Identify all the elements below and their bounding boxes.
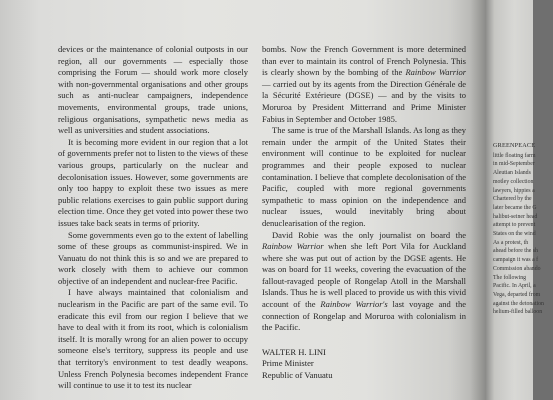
paragraph: The same is true of the Marshall Islands. As long as they remain under the armpit of the United States their environment will continue to be exploited for nuclear programmes and their people exposed to nuclear contamination. I believe that complete decolonisation of the Pacific, coupled with more regional governments sympathetic to mass opinion on the independence and nuclear issues, would inevitably bring about denuclearisation of the region.	[262, 125, 466, 228]
ship-name: Rainbow Warrior	[262, 241, 324, 252]
facing-line: Pacific. In April, a	[493, 283, 536, 290]
facing-line: motley collection	[493, 178, 534, 185]
facing-line: little floating farm	[493, 152, 536, 159]
facing-line: States on the wind	[493, 231, 536, 238]
facing-line: Commission abando	[493, 265, 541, 272]
facing-line: campaign it was a f	[493, 257, 539, 264]
facing-line: halibut-seiner head	[493, 213, 538, 220]
facing-line: Chartered by the	[493, 196, 532, 203]
facing-page-heading: GREENPEACE	[493, 142, 536, 149]
paragraph: Some governments even go to the extent of labelling some of these groups as communist-inspired. We in Vanuatu do not think this is so and we are prepared to work closely with them to achieve our common objective of an independent and nuclear-free Pacific.	[58, 229, 248, 286]
paragraph: devices or the maintenance of colonial outposts in our region, all our governments — especially those comprising the Forum — should work more closely with non-governmental organisations and other groups such as anti-nuclear campaigners, independence movements, environmental groups, trade unions, religious organisations, sympathetic news media as well as universities and student associations.	[58, 44, 248, 136]
paragraph	[262, 230, 466, 334]
facing-line: against the detonation	[493, 300, 544, 307]
text-run: David Robie was the only journalist on board the	[272, 229, 466, 240]
signature-block	[262, 347, 466, 381]
facing-line: The following	[493, 274, 527, 281]
facing-line: later became the G	[493, 204, 537, 211]
ship-name: Rainbow Warrior's	[320, 299, 388, 310]
signatory-title: Prime Minister	[262, 358, 314, 369]
paragraph: It is becoming more evident in our region that a lot of governments prefer not to listen to the views of these various groups, particularly on the nuclear and decolonisation issues. However, some governments are only too happy to exploit these two issues as mere public relations exercises to gain public support during election time. Once they get voted into power these two issues take back seats in terms of priority.	[58, 136, 248, 228]
paragraph	[262, 44, 466, 125]
ship-name: Rainbow Warrior	[405, 67, 466, 78]
left-text-column	[58, 44, 248, 392]
facing-book-page	[486, 0, 544, 400]
facing-line: in mid-September	[493, 161, 535, 168]
facing-line: Aleutian Islands	[493, 170, 531, 177]
facing-line: ahead before the sh	[493, 248, 538, 255]
text-run: when she left Port Vila for Auckland where she was put out of action by the DGSE agents. He was on board for 11 weeks, covering the evacuation of the fallout-ravaged people of Rongelap Atoll in the Marshall Islands. Thus he is well placed to provide us with this vivid account of the	[262, 241, 466, 310]
text-run: — carried out by its agents from the Direction Générale de la Sécurité Extérieure (DGSE) — and by the visits to Moruroa by President Mitterrand and Prime Minister Fabius in September and October 1985.	[262, 78, 466, 124]
facing-line: helium-filled balloon	[493, 309, 543, 316]
signatory-country: Republic of Vanuatu	[262, 369, 333, 380]
facing-line: As a protest, th	[493, 239, 529, 246]
facing-line: Vega, departed from	[493, 291, 541, 298]
facing-page-text	[493, 142, 553, 317]
facing-line: lawyers, hippies a	[493, 187, 535, 194]
facing-line: attempt to prevent	[493, 222, 536, 229]
paragraph: I have always maintained that colonialism and nuclearism in the Pacific are part of the same evil. To eradicate this evil from our region I believe that we have to deal with it from its root, which is colonialism itself. It is morally wrong for an alien power to occupy someone else's territory, suppress its people and use that territory's environment to test deadly weapons. Unless French Polynesia becomes independent France will continue to use it to test its nuclear	[58, 287, 248, 391]
text-run: last voyage and the connection of Rongelap and Moruroa with colonialism in the Pacific.	[262, 299, 466, 333]
right-text-column	[262, 44, 466, 381]
text-run: bombs. Now the French Government is more determined than ever to maintain its control of French Polynesia. This is clearly shown by the bombing of the	[262, 44, 466, 78]
signatory-name: WALTER H. LINI	[262, 346, 326, 357]
